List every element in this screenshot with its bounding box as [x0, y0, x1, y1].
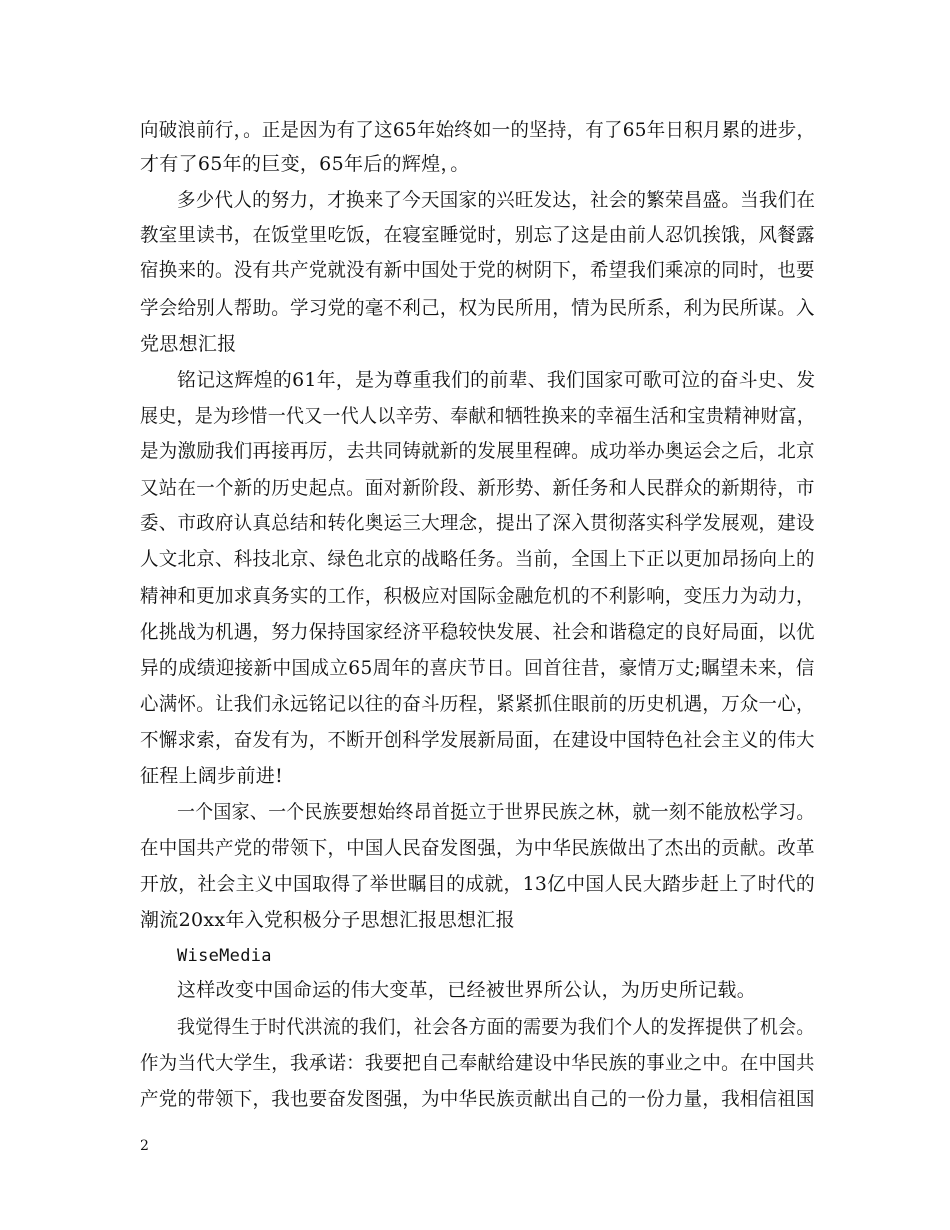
page-number: 2	[140, 1138, 149, 1154]
text-line: 学会给别人帮助。学习党的毫不利己，权为民所用，情为民所系，利为民所谋。入	[140, 297, 815, 319]
text-line: 潮流20xx年入党积极分子思想汇报思想汇报	[140, 909, 515, 931]
text-line: 是为激励我们再接再厉，去共同铸就新的发展里程碑。成功举办奥运会之后，北京	[140, 440, 815, 462]
text-line: 精神和更加求真务实的工作，积极应对国际金融危机的不利影响，变压力为动力，	[140, 585, 815, 607]
text-line: 教室里读书，在饭堂里吃饭，在寝室睡觉时，别忘了这是由前人忍饥挨饿，风餐露	[140, 224, 815, 246]
text-line: 开放，社会主义中国取得了举世瞩目的成就，13亿中国人民大踏步赶上了时代的	[140, 873, 815, 895]
text-line: 又站在一个新的历史起点。面对新阶段、新形势、新任务和人民群众的新期待，市	[140, 477, 815, 499]
text-line: 产党的带领下，我也要奋发图强，为中华民族贡献出自己的一份力量，我相信祖国	[140, 1088, 815, 1110]
text-line: 不懈求索，奋发有为，不断开创科学发展新局面，在建设中国特色社会主义的伟大	[140, 729, 815, 751]
text-line: 宿换来的。没有共产党就没有新中国处于党的树阴下，希望我们乘凉的同时，也要	[140, 259, 815, 281]
text-line: 才有了65年的巨变，65年后的辉煌，。	[140, 153, 470, 175]
text-line: 化挑战为机遇，努力保持国家经济平稳较快发展、社会和谐稳定的良好局面，以优	[140, 621, 815, 643]
text-line: 在中国共产党的带领下，中国人民奋发图强，为中华民族做出了杰出的贡献。改革	[140, 837, 815, 859]
text-line: 委、市政府认真总结和转化奥运三大理念，提出了深入贯彻落实科学发展观，建设	[140, 512, 815, 534]
text-line: 这样改变中国命运的伟大变革，已经被世界所公认，为历史所记载。	[177, 979, 757, 1001]
text-line: 人文北京、科技北京、绿色北京的战略任务。当前，全国上下正以更加昂扬向上的	[140, 548, 815, 570]
text-line: 向破浪前行，。正是因为有了这65年始终如一的坚持，有了65年日积月累的进步，	[140, 119, 816, 141]
text-line: WiseMedia	[177, 946, 272, 966]
text-line: 党思想汇报	[140, 333, 237, 355]
text-line: 多少代人的努力，才换来了今天国家的兴旺发达，社会的繁荣昌盛。当我们在	[177, 189, 816, 211]
text-line: 我觉得生于时代洪流的我们，社会各方面的需要为我们个人的发挥提供了机会。	[177, 1016, 815, 1038]
text-line: 铭记这辉煌的61年，是为尊重我们的前辈、我们国家可歌可泣的奋斗史、发	[177, 369, 816, 391]
text-line: 征程上阔步前进!	[140, 765, 284, 787]
text-line: 心满怀。让我们永远铭记以往的奋斗历程，紧紧抓住眼前的历史机遇，万众一心，	[140, 693, 815, 715]
text-line: 一个国家、一个民族要想始终昂首挺立于世界民族之林，就一刻不能放松学习。	[177, 801, 815, 823]
text-line: 异的成绩迎接新中国成立65周年的喜庆节日。回首往昔，豪情万丈;瞩望未来，信	[140, 657, 815, 679]
text-line: 展史，是为珍惜一代又一代人以辛劳、奉献和牺牲换来的幸福生活和宝贵精神财富，	[140, 405, 816, 427]
text-line: 作为当代大学生，我承诺：我要把自己奉献给建设中华民族的事业之中。在中国共	[140, 1052, 815, 1074]
